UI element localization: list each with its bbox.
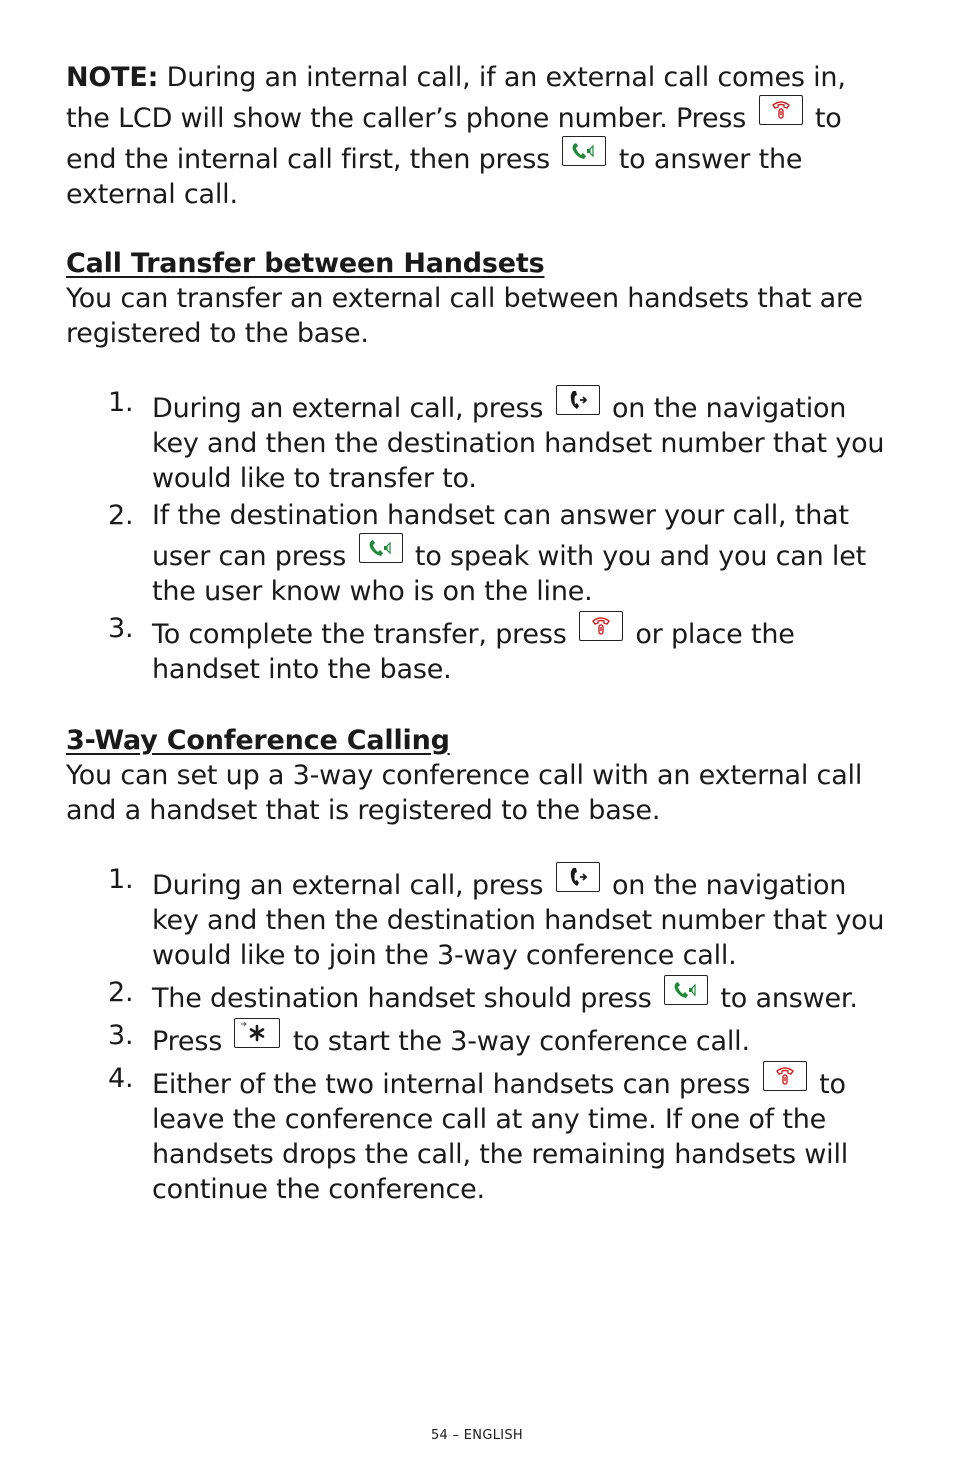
transfer-intro: You can transfer an external call between handsets that are registered to the base. xyxy=(66,283,863,349)
note-text-1: During an internal call, if an external call comes in, the LCD will show the caller’s phone number. Press xyxy=(66,62,846,134)
talk-key xyxy=(664,975,708,1005)
talk-icon xyxy=(672,980,700,1000)
list-item: 3. Press to start the 3-way conference call. xyxy=(108,1020,750,1057)
talk-icon xyxy=(570,141,598,161)
end-call-icon xyxy=(770,100,792,120)
transfer-icon xyxy=(568,389,588,411)
transfer-icon xyxy=(568,866,588,888)
end-call-key xyxy=(579,611,623,641)
list-item: 1. During an external call, press on the navigation key and then the destination handset number that you would like to transfer to. xyxy=(108,387,885,494)
star-key xyxy=(234,1018,280,1048)
list-item: 3. To complete the transfer, press or place the handset into the base. xyxy=(108,613,795,685)
talk-key xyxy=(359,533,403,563)
end-call-icon xyxy=(590,616,612,636)
transfer-key xyxy=(556,862,600,892)
note-text-3: to answer the external call. xyxy=(66,144,803,210)
transfer-heading: Call Transfer between Handsets xyxy=(66,248,545,279)
conference-intro: You can set up a 3-way conference call with an external call and a handset that is registered to the base. xyxy=(66,760,863,826)
manual-page xyxy=(66,60,896,1209)
note-label: NOTE: xyxy=(66,62,159,93)
list-item: 2. If the destination handset can answer your call, that user can press to speak with you and you can let the user know who is on the line. xyxy=(108,500,867,607)
list-item: 4. Either of the two internal handsets can press to leave the conference call at any time. If one of the handsets drops the call, the remaining handsets will continue the conference. xyxy=(108,1063,849,1205)
list-item: 2. The destination handset should press to answer. xyxy=(108,977,858,1014)
transfer-key xyxy=(556,385,600,415)
list-item: 1. During an external call, press on the navigation key and then the destination handset number that you would like to join the 3-way conference call. xyxy=(108,864,885,971)
star-key-icon xyxy=(237,1020,277,1046)
note-text-2: to end the internal call first, then press xyxy=(66,103,842,175)
end-call-key xyxy=(763,1061,807,1091)
page-footer: 54 – ENGLISH xyxy=(430,1428,524,1443)
conference-steps xyxy=(66,862,896,1207)
conference-heading: 3-Way Conference Calling xyxy=(66,725,450,756)
note-paragraph xyxy=(66,60,896,212)
transfer-steps xyxy=(66,385,896,687)
talk-key xyxy=(562,136,606,166)
end-call-icon xyxy=(774,1066,796,1086)
talk-icon xyxy=(367,538,395,558)
end-call-key xyxy=(759,95,803,125)
